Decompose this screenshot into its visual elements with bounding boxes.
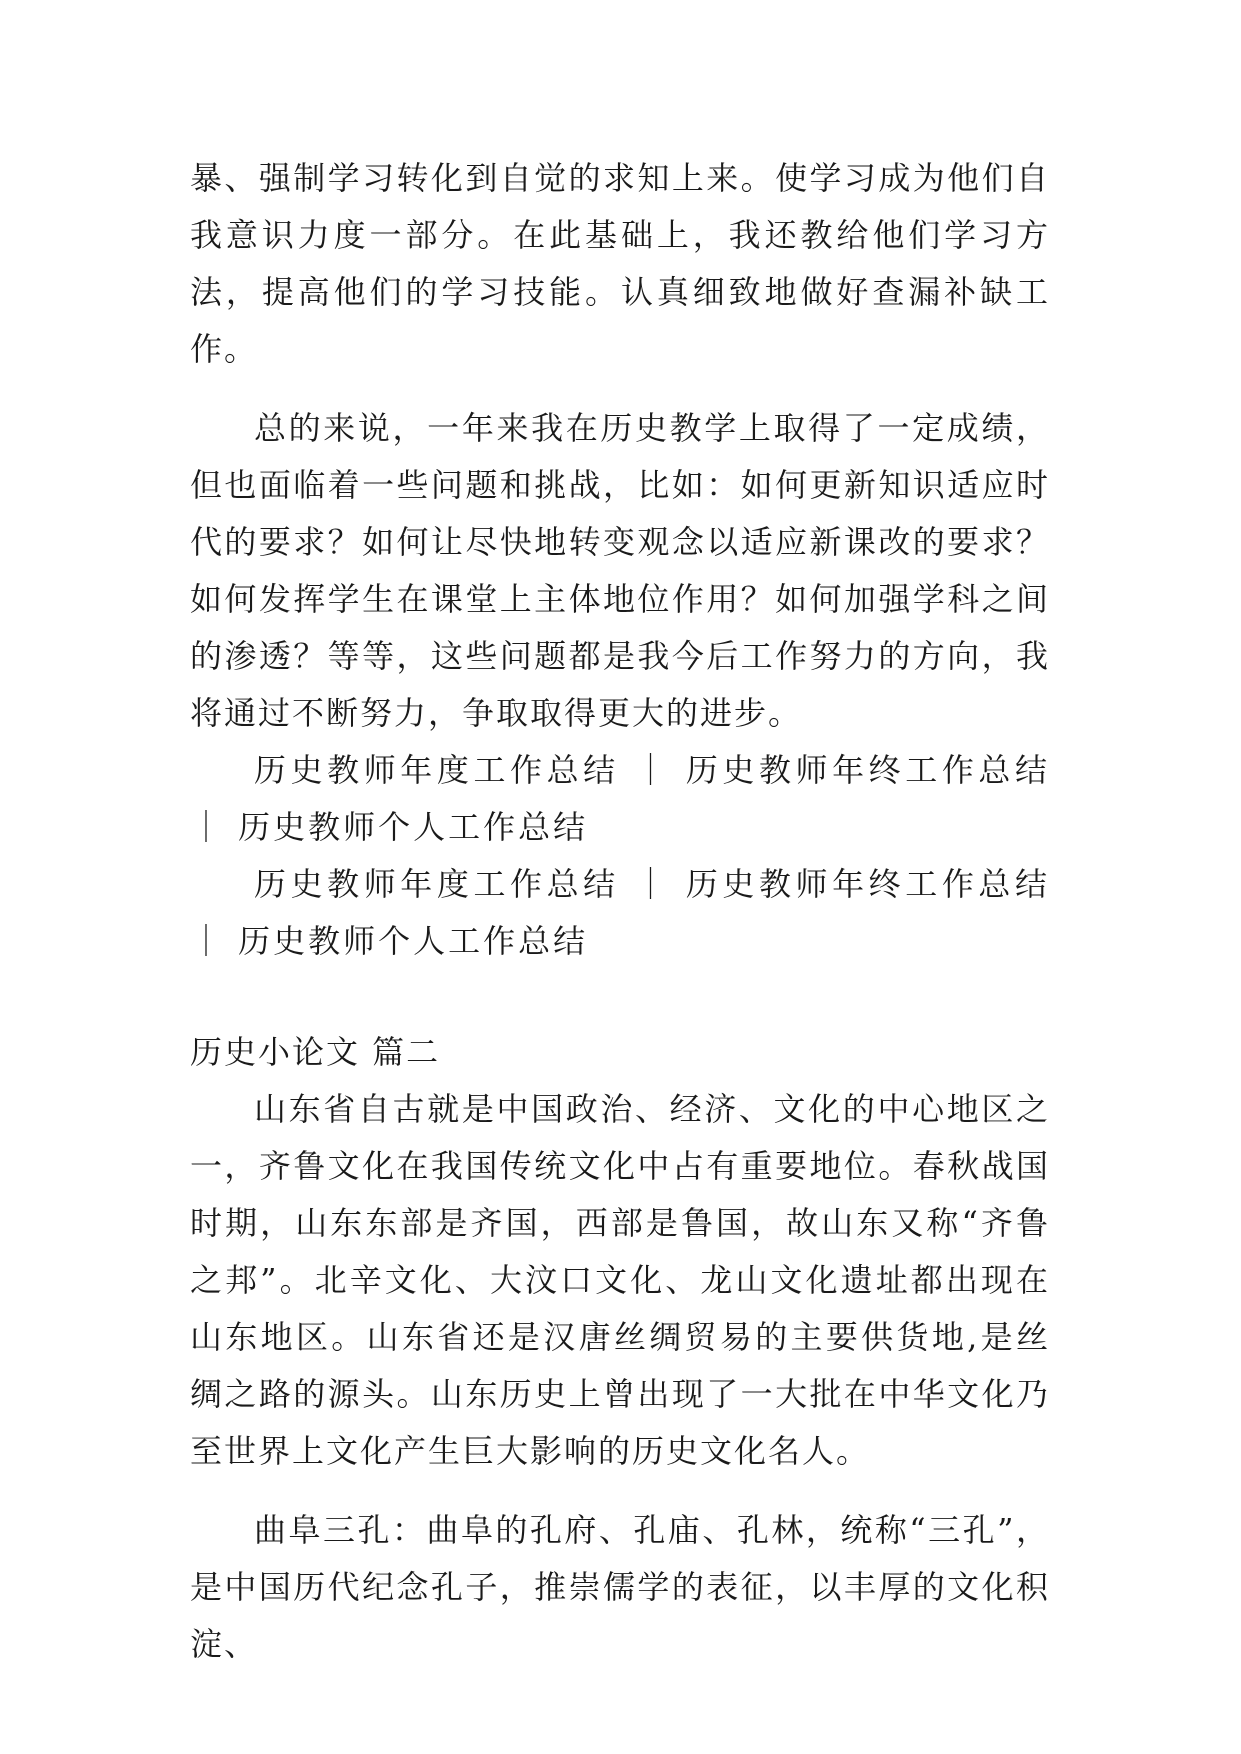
paragraph-summary: 总的来说，一年来我在历史教学上取得了一定成绩，但也面临着一些问题和挑战，比如：如何更新知识适应时代的要求？如何让尽快地转变观念以适应新课改的要求？如何发挥学生在课堂上主体地位作用？如何加强学科之间的渗透？等等，这些问题都是我今后工作努力的方向，我将通过不断努力，争取取得更大的进步。 — [190, 409, 1050, 732]
document-body — [190, 150, 1050, 1673]
paragraph-shandong: 山东省自古就是中国政治、经济、文化的中心地区之一，齐鲁文化在我国传统文化中占有重要地位。春秋战国时期，山东东部是齐国，西部是鲁国，故山东又称“齐鲁之邦”。北辛文化、大汶口文化、龙山文化遗址都出现在山东地区。山东省还是汉唐丝绸贸易的主要供货地,是丝绸之路的源头。山东历史上曾出现了一大批在中华文化乃至世界上文化产生巨大影响的历史文化名人。 — [190, 1090, 1050, 1470]
paragraph-study-methods: 暴、强制学习转化到自觉的求知上来。使学习成为他们自我意识力度一部分。在此基础上，我还教给他们学习方法，提高他们的学习技能。认真细致地做好查漏补缺工作。 — [190, 159, 1050, 368]
paragraph-qufu: 曲阜三孔：曲阜的孔府、孔庙、孔林，统称“三孔”，是中国历代纪念孔子，推崇儒学的表征，以丰厚的文化积淀、 — [190, 1511, 1050, 1663]
related-links-line[interactable]: 历史教师年度工作总结 ｜ 历史教师年终工作总结 ｜ 历史教师个人工作总结 — [190, 751, 1050, 846]
section-heading: 历史小论文 篇二 — [190, 1033, 441, 1071]
related-links-line-repeat[interactable]: 历史教师年度工作总结 ｜ 历史教师年终工作总结 ｜ 历史教师个人工作总结 — [190, 865, 1050, 960]
